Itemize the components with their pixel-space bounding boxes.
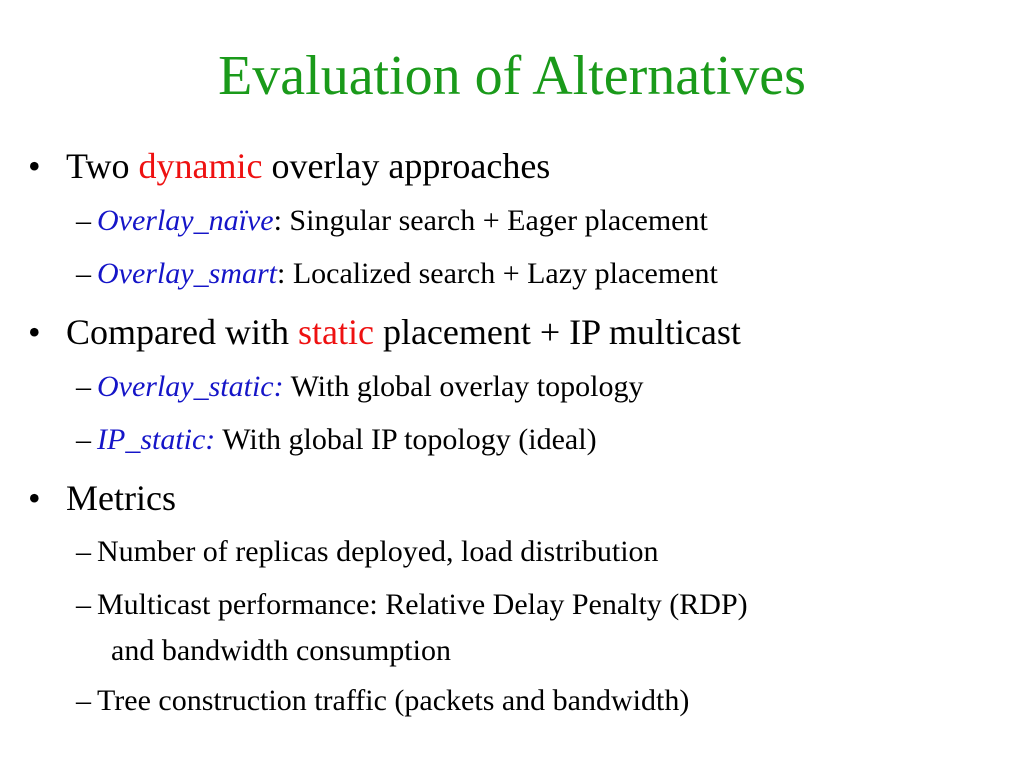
dash-marker: – xyxy=(76,370,91,403)
sub-bullet-ip-static xyxy=(76,423,597,457)
bullet-text-prefix: Compared with xyxy=(66,312,298,352)
sub-bullet-overlay-naive xyxy=(76,204,708,238)
bullet-marker: • xyxy=(28,146,41,186)
dash-marker: – xyxy=(76,588,91,621)
bullet-text: Metrics xyxy=(66,478,176,518)
sub-bullet-overlay-static xyxy=(76,370,643,404)
bullet-text-suffix: overlay approaches xyxy=(262,146,551,186)
sub-bullet-multicast-performance xyxy=(76,588,748,668)
bullet-text-prefix: Two xyxy=(66,146,139,186)
emphasis-dynamic: dynamic xyxy=(138,146,263,186)
dash-marker: – xyxy=(76,204,91,237)
sub-bullet-text: Number of replicas deployed, load distribution xyxy=(97,535,659,568)
dash-marker: – xyxy=(76,684,91,717)
bullet-text-suffix: placement + IP multicast xyxy=(373,312,741,352)
term-overlay-naive: Overlay_naïve xyxy=(97,204,274,237)
slide-title: Evaluation of Alternatives xyxy=(218,45,806,107)
term-overlay-static: Overlay_static: xyxy=(97,370,284,403)
bullet-marker: • xyxy=(28,312,41,352)
sub-bullet-overlay-smart xyxy=(76,257,718,291)
dash-marker: – xyxy=(76,535,91,568)
sub-bullet-tree-traffic xyxy=(76,684,689,718)
term-ip-static: IP_static: xyxy=(97,423,216,456)
sub-bullet-text: : Localized search + Lazy placement xyxy=(276,257,718,290)
dash-marker: – xyxy=(76,423,91,456)
sub-bullet-text: With global IP topology (ideal) xyxy=(215,423,597,456)
sub-bullet-continuation: and bandwidth consumption xyxy=(111,634,451,667)
term-overlay-smart: Overlay_smart xyxy=(97,257,277,290)
sub-bullet-text: Multicast performance: Relative Delay Penalty (RDP) xyxy=(97,588,748,621)
sub-bullet-text: With global overlay topology xyxy=(283,370,644,403)
bullet-metrics xyxy=(28,478,176,518)
bullet-dynamic-overlay xyxy=(28,146,551,186)
sub-bullet-text: : Singular search + Eager placement xyxy=(273,204,708,237)
dash-marker: – xyxy=(76,257,91,290)
sub-bullet-text: Tree construction traffic (packets and bandwidth) xyxy=(97,684,690,717)
sub-bullet-replicas xyxy=(76,535,659,569)
bullet-compared-static xyxy=(28,312,741,352)
bullet-marker: • xyxy=(28,478,41,518)
emphasis-static: static xyxy=(297,312,374,352)
